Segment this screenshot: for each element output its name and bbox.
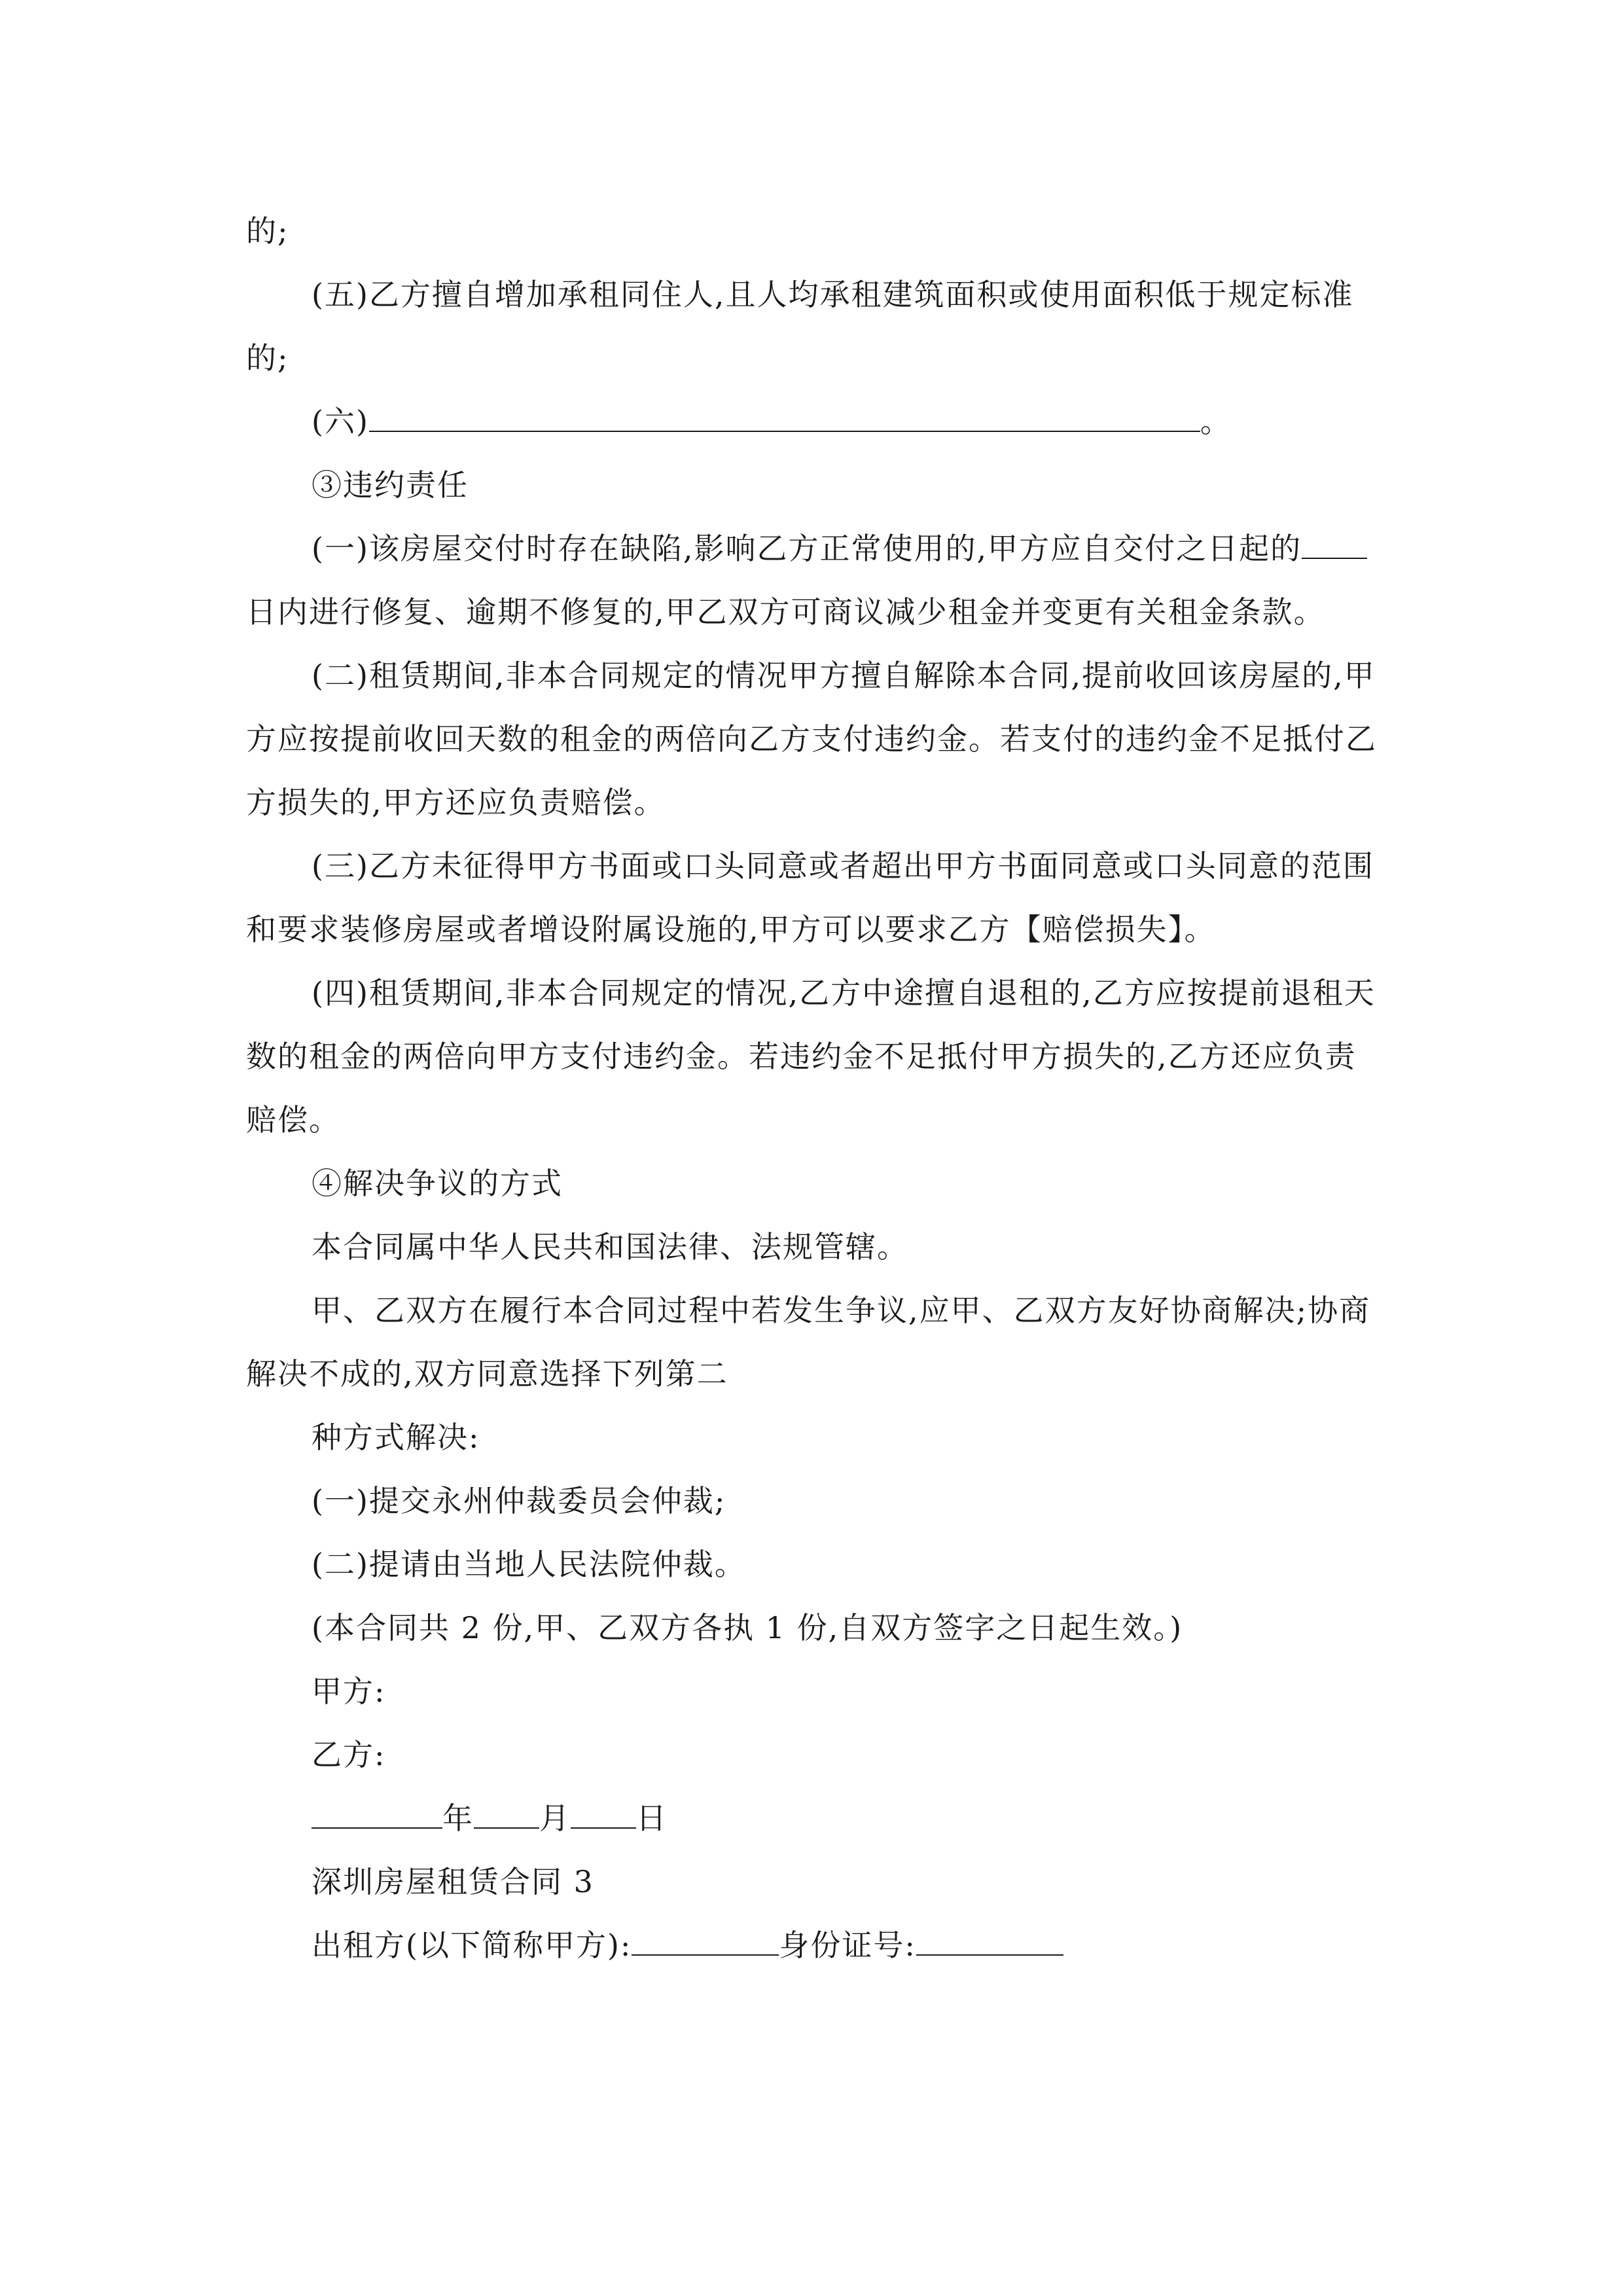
section-heading: ③违约责任 (312, 467, 469, 503)
text-span: 甲、乙双方在履行本合同过程中若发生争议,应甲、乙双方友好协商解决;协商解决不成的,双方同意选择下列第二 (246, 1293, 1371, 1391)
clause-5 (246, 263, 1378, 390)
section-heading: ④解决争议的方式 (312, 1166, 563, 1201)
title-text: 深圳房屋租赁合同 3 (312, 1864, 594, 1899)
text-span: (三)乙方未征得甲方书面或口头同意或者超出甲方书面同意或口头同意的范围和要求装修房屋或者增设附属设施的,甲方可以要求乙方【赔偿损失】。 (246, 848, 1374, 947)
month-label: 月 (539, 1801, 571, 1836)
fill-in-blank-days[interactable] (1302, 524, 1367, 559)
date-line (246, 1787, 1378, 1850)
breach-clause-2 (246, 644, 1378, 834)
text-span: 本合同属中华人民共和国法律、法规管辖。 (312, 1229, 908, 1265)
dispute-jurisdiction (246, 1215, 1378, 1279)
section-heading-breach (246, 454, 1378, 517)
month-blank[interactable] (474, 1793, 539, 1829)
id-number-blank[interactable] (916, 1920, 1063, 1956)
clause-label: (六) (312, 404, 369, 439)
lessor-name-blank[interactable] (632, 1920, 779, 1956)
contract-title (246, 1850, 1378, 1914)
text-span: 种方式解决: (312, 1420, 480, 1455)
dispute-option-2 (246, 1533, 1378, 1596)
year-label: 年 (442, 1801, 474, 1836)
text-span: 日内进行修复、逾期不修复的,甲乙双方可商议减少租金并变更有关租金条款。 (246, 594, 1325, 630)
text-span: (五)乙方擅自增加承租同住人,且人均承租建筑面积或使用面积低于规定标准的; (246, 277, 1354, 376)
year-blank[interactable] (312, 1793, 442, 1829)
day-label: 日 (636, 1801, 668, 1836)
text-span: (四)租赁期间,非本合同规定的情况,乙方中途擅自退租的,乙方应按提前退租天数的租金的两倍向甲方支付违约金。若违约金不足抵付甲方损失的,乙方还应负责赔偿。 (246, 975, 1376, 1138)
breach-clause-1 (246, 517, 1378, 644)
dispute-method-intro (246, 1406, 1378, 1469)
breach-clause-3 (246, 834, 1378, 961)
day-blank[interactable] (571, 1793, 636, 1829)
text-span: 的; (246, 213, 289, 249)
text-span: (一)提交永州仲裁委员会仲裁; (312, 1483, 726, 1518)
text-span: (一)该房屋交付时存在缺陷,影响乙方正常使用的,甲方应自交付之日起的 (312, 531, 1302, 566)
id-number-label: 身份证号: (779, 1928, 916, 1963)
section-heading-dispute (246, 1152, 1378, 1215)
dispute-option-1 (246, 1469, 1378, 1533)
text-line-continuation (246, 200, 1378, 263)
party-a-label: 甲方: (312, 1674, 386, 1709)
text-span: (二)租赁期间,非本合同规定的情况甲方擅自解除本合同,提前收回该房屋的,甲方应按提前收回天数的租金的两倍向乙方支付违约金。若支付的违约金不足抵付乙方损失的,甲方还应负责赔偿。 (246, 658, 1377, 820)
dispute-resolution (246, 1279, 1378, 1406)
party-a-signature (246, 1660, 1378, 1723)
text-span: (二)提请由当地人民法院仲裁。 (312, 1547, 746, 1582)
clause-6 (246, 390, 1378, 454)
breach-clause-4 (246, 961, 1378, 1152)
lessor-line (246, 1914, 1378, 1977)
contract-body (246, 200, 1378, 1977)
text-span: 。 (1200, 404, 1232, 439)
fill-in-blank[interactable] (369, 397, 1200, 432)
party-b-label: 乙方: (312, 1737, 386, 1772)
party-b-signature (246, 1723, 1378, 1787)
text-span: (本合同共 2 份,甲、乙双方各执 1 份,自双方签字之日起生效。) (312, 1610, 1183, 1645)
lessor-label: 出租方(以下简称甲方): (312, 1928, 632, 1963)
copies-note (246, 1596, 1378, 1660)
